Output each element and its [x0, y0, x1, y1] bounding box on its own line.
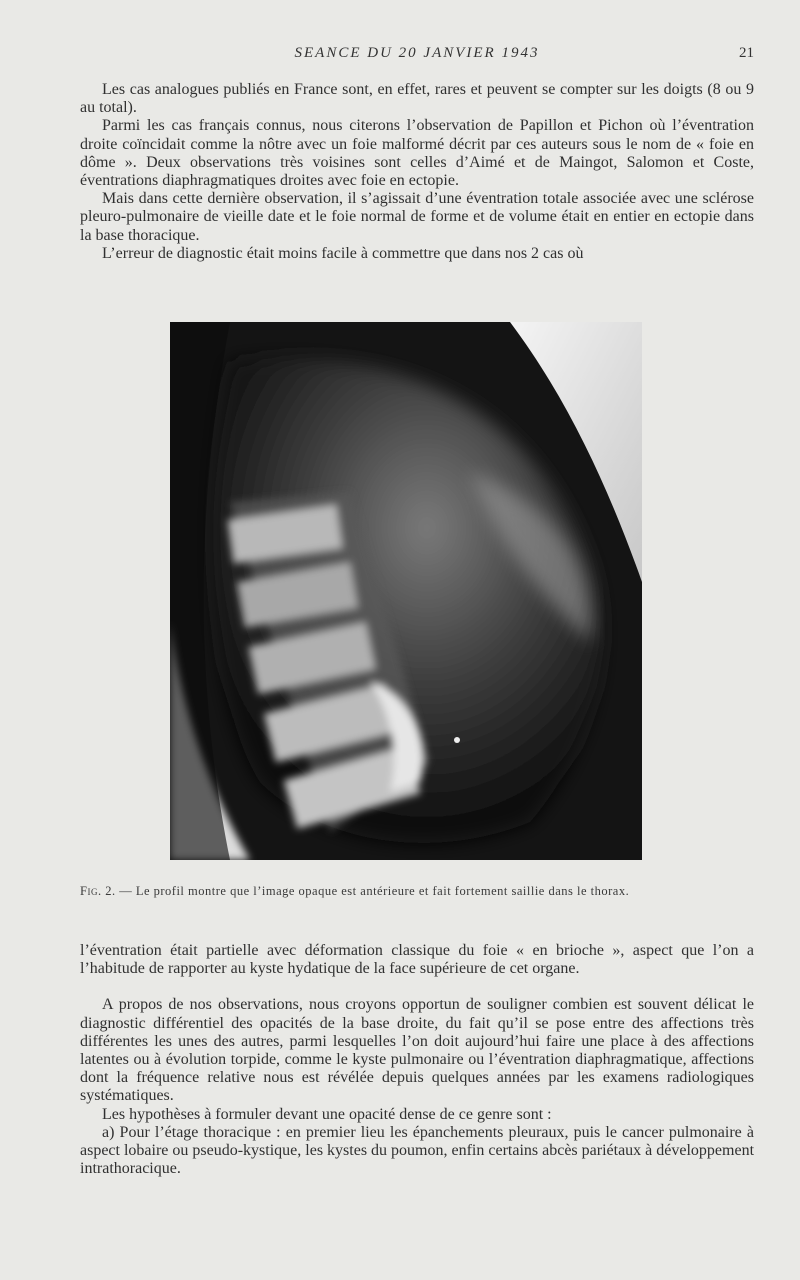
figure-caption-text: Le profil montre que l’image opaque est antérieure et fait fortement saillie dans le thorax. [135, 884, 630, 898]
figure-label: Fig. 2. — [80, 884, 133, 898]
paragraph: Parmi les cas français connus, nous citerons l’observation de Papillon et Pichon où l’éventration droite coïncidait comme la nôtre avec un foie malformé décrit par ces auteurs sous le nom de « foie en dôme ». Deux observations très voisines sont celles d’Aimé et de Maingot, Salomon et Coste, éventrations diaphragmatiques droites avec foie en ectopie. [80, 117, 754, 190]
paragraph: a) Pour l’étage thoracique : en premier lieu les épanchements pleuraux, puis le cancer pulmonaire à aspect lobaire ou pseudo-kystique, les kystes du poumon, enfin certains abcès pariétaux à développement intrathoracique. [80, 1123, 755, 1178]
paragraph: A propos de nos observations, nous croyons opportun de souligner combien est souvent délicat le diagnostic différentiel des opacités de la base droite, du fait qu’il se pose entre des affections très différentes les unes des autres, parmi lesquelles l’on doit aujourd’hui faire une place à des affections latentes ou à évolution torpide, comme le kyste pulmonaire ou l’éventration diaphragmatique, affections dont la fréquence relative nous est révélée depuis quelques années par les examens radiologiques systématiques. [80, 996, 754, 1105]
paragraph: Mais dans cette dernière observation, il s’agissait d’une éventration totale associée avec une sclérose pleuro-pulmonaire de vieille date et le foie normal de forme et de volume était en entier en ectopie dans la base thoracique. [80, 190, 754, 244]
bottom-text-block [80, 942, 754, 1178]
paragraph: Les hypothèses à formuler devant une opacité dense de ce genre sont : [102, 1105, 552, 1123]
top-text-block [80, 81, 754, 263]
page-number: 21 [739, 45, 754, 61]
paragraph: Les cas analogues publiés en France sont, en effet, rares et peuvent se compter sur les doigts (8 ou 9 au total). [80, 81, 754, 117]
xray-figure [170, 322, 642, 860]
running-head [80, 45, 754, 67]
paragraph: L’erreur de diagnostic était moins facile à commettre que dans nos 2 cas où [102, 244, 584, 262]
xray-image [170, 322, 642, 860]
paragraph: l’éventration était partielle avec déformation classique du foie « en brioche », aspect que l’on a l’habitude de rapporter au kyste hydatique de la face supérieure de cet organe. [80, 942, 754, 978]
running-head-title: SEANCE DU 20 JANVIER 1943 [294, 45, 540, 61]
figure-caption [80, 884, 754, 899]
